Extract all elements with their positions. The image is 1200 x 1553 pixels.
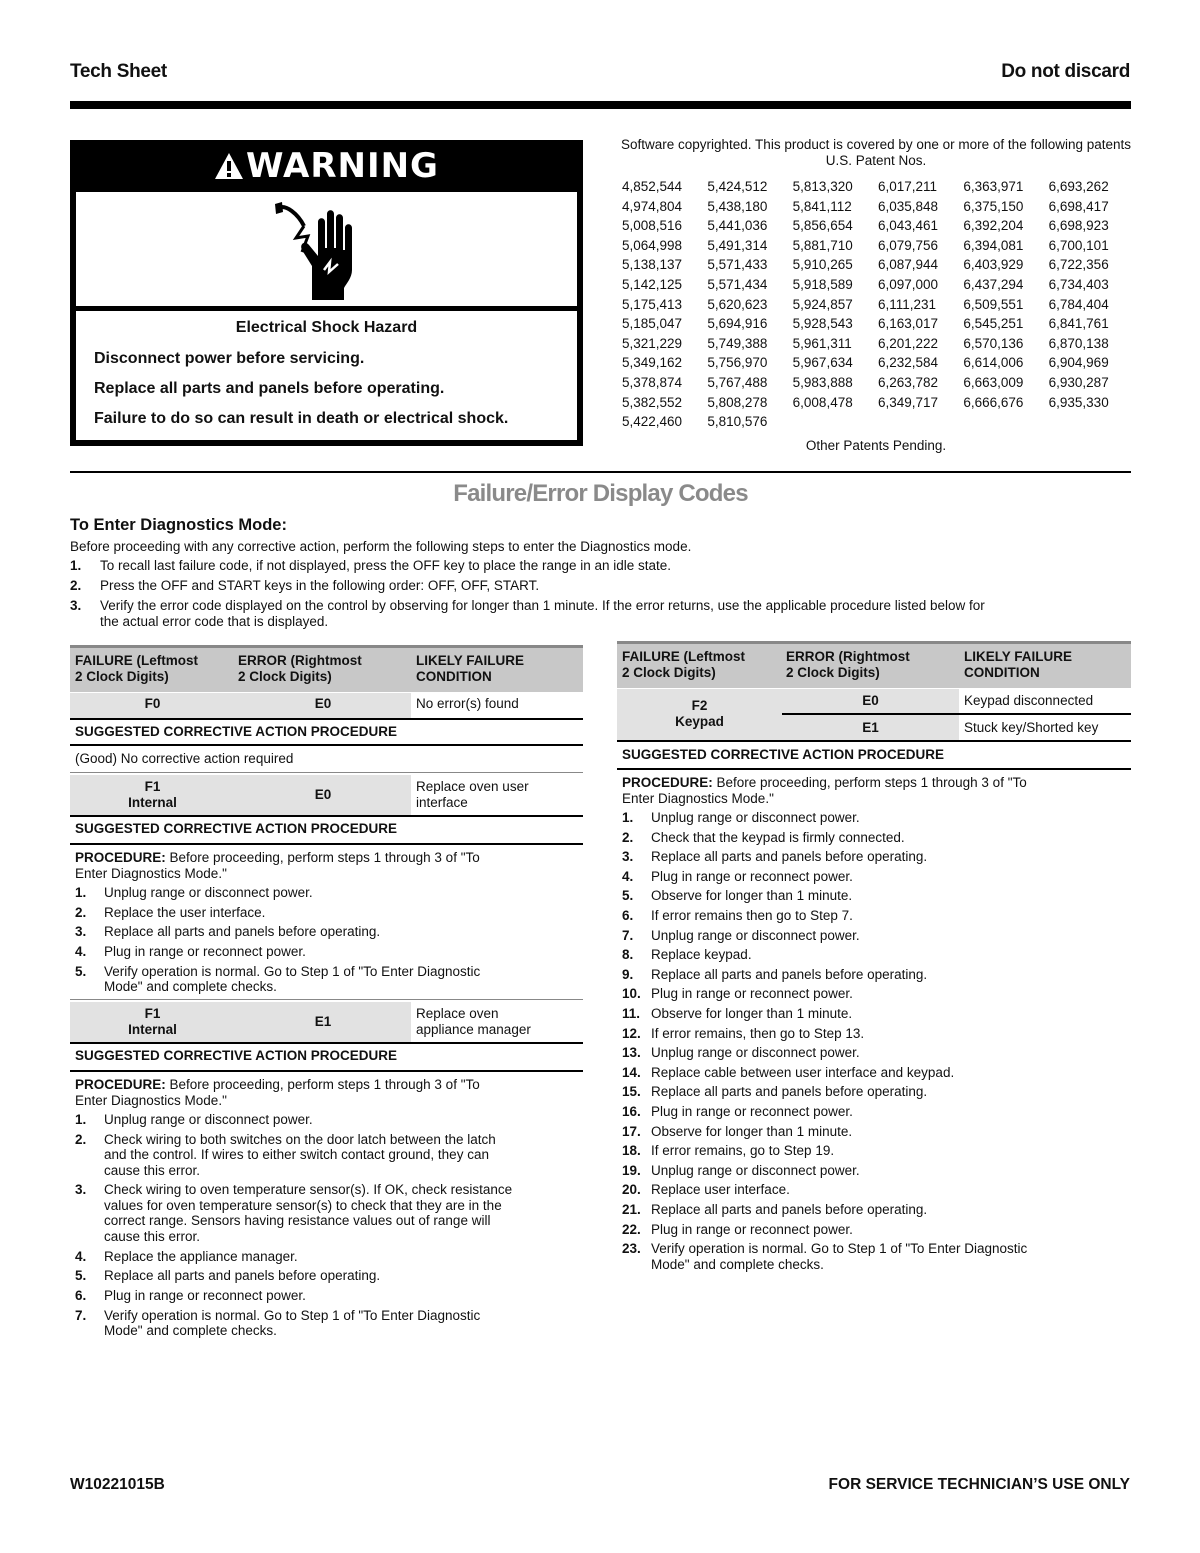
warning-line-1: Disconnect power before servicing.	[94, 350, 365, 367]
patent-number: 5,813,320	[792, 179, 853, 194]
step-text: Replace cable between user interface and keypad.	[651, 1064, 955, 1080]
f1e0-failure: F1 Internal	[128, 779, 177, 810]
patent-number: 5,142,125	[622, 276, 683, 292]
patent-number: 5,382,552	[622, 394, 683, 410]
diag-step-num: 2.	[70, 578, 82, 593]
patent-number: 5,064,998	[622, 237, 683, 253]
sca-label: SUGGESTED CORRECTIVE ACTION PROCEDURE	[622, 747, 945, 762]
patent-row	[622, 393, 1134, 413]
f2-e1-condition: Stuck key/Shorted key	[964, 720, 1099, 735]
step-number: 2.	[622, 829, 634, 845]
left-col3-header: LIKELY FAILURE CONDITION	[416, 653, 525, 684]
patent-number: 5,983,888	[792, 374, 853, 390]
warning-title: WARNING	[246, 146, 439, 186]
f1e1-procedure: PROCEDURE: Before proceeding, perform steps 1 through 3 of "To Enter Diagnostics Mode."	[75, 1077, 480, 1108]
patent-number: 6,663,009	[963, 374, 1024, 390]
row-rule	[70, 1042, 583, 1044]
doc-title: Tech Sheet	[70, 61, 167, 82]
service-only-label: FOR SERVICE TECHNICIAN’S USE ONLY	[828, 1476, 1130, 1493]
step-text: Replace all parts and panels before operating.	[104, 1268, 381, 1284]
f0-failure: F0	[144, 696, 161, 711]
step-text: values for oven temperature sensor(s) to check that they are in the	[104, 1197, 502, 1213]
patent-number: 4,974,804	[622, 198, 683, 214]
step-number: 3.	[75, 1182, 87, 1198]
diagnostics-intro: Before proceeding with any corrective action, perform the following steps to enter the Diagnostics mode.	[70, 539, 692, 554]
diag-step-num: 1.	[70, 558, 82, 573]
patent-number: 6,403,929	[963, 257, 1024, 273]
patent-number: 5,694,916	[707, 316, 768, 332]
row-rule	[70, 772, 583, 773]
patent-number: 5,928,543	[792, 316, 853, 332]
header-rule	[70, 101, 1131, 109]
patent-number: 5,138,137	[622, 257, 683, 273]
step-text: Replace user interface.	[651, 1182, 790, 1198]
patent-number: 5,175,413	[622, 296, 683, 312]
step-text: Verify operation is normal. Go to Step 1 of "To Enter Diagnostic	[104, 1307, 481, 1323]
warning-box	[70, 140, 583, 446]
step-number: 18.	[622, 1143, 641, 1159]
patent-number: 6,392,204	[963, 218, 1024, 234]
step-number: 5.	[75, 1268, 87, 1284]
step-number: 15.	[622, 1084, 641, 1100]
f1e1-failure: F1 Internal	[128, 1006, 177, 1037]
step-text: Plug in range or reconnect power.	[651, 868, 853, 884]
step-number: 1.	[75, 1112, 87, 1127]
patent-number: 6,930,287	[1048, 374, 1109, 390]
section-title: Failure/Error Display Codes	[453, 480, 748, 507]
row-rule	[782, 713, 1131, 715]
step-number: 3.	[622, 849, 634, 865]
step-number: 19.	[622, 1162, 641, 1178]
left-col1-header: FAILURE (Leftmost 2 Clock Digits)	[75, 653, 198, 684]
patent-number: 5,924,857	[792, 296, 853, 312]
patent-number: 6,111,231	[877, 296, 937, 312]
do-not-discard-label: Do not discard	[1001, 61, 1130, 82]
step-text: If error remains, then go to Step 13.	[651, 1025, 865, 1041]
diag-step-num: 3.	[70, 598, 82, 613]
patent-number: 5,841,112	[792, 198, 852, 214]
step-text: Unplug range or disconnect power.	[104, 1112, 313, 1127]
patent-number: 5,810,576	[707, 414, 768, 430]
step-number: 16.	[622, 1104, 641, 1119]
patent-number: 6,375,150	[963, 198, 1024, 214]
step-number: 6.	[622, 908, 634, 923]
patent-number: 4,852,544	[622, 179, 683, 194]
part-number: W10221015B	[70, 1476, 165, 1493]
patent-number: 6,722,356	[1048, 257, 1109, 273]
patent-number: 5,756,970	[707, 355, 768, 371]
step-text: Unplug range or disconnect power.	[651, 810, 860, 825]
row-rule	[70, 1070, 583, 1072]
step-text: Observe for longer than 1 minute.	[651, 1123, 853, 1139]
patent-number	[1049, 412, 1134, 432]
step-text: Observe for longer than 1 minute.	[651, 888, 853, 904]
diag-step: To recall last failure code, if not displayed, press the OFF key to place the range in an idle state.	[100, 558, 672, 573]
step-text: correct range. Sensors having resistance values out of range will	[104, 1213, 491, 1229]
patent-number: 6,394,081	[963, 237, 1024, 253]
patent-number: 5,422,460	[622, 414, 683, 430]
row-rule	[70, 744, 583, 746]
step-text: If error remains, go to Step 19.	[651, 1143, 835, 1159]
patent-number: 6,698,417	[1048, 198, 1109, 214]
patent-number: 6,693,262	[1048, 179, 1109, 194]
patent-number: 5,967,634	[792, 355, 853, 371]
patent-row	[622, 314, 1134, 334]
patent-number: 6,700,101	[1048, 237, 1109, 253]
step-text: Verify operation is normal. Go to Step 1 of "To Enter Diagnostic	[104, 963, 481, 979]
step-number: 17.	[622, 1123, 641, 1139]
patent-number: 5,349,162	[622, 355, 683, 371]
patent-number: 5,808,278	[707, 394, 768, 410]
patent-number: 5,424,512	[707, 179, 768, 194]
shock-icon-panel	[76, 192, 577, 306]
step-number: 5.	[622, 888, 634, 904]
step-text: Replace the user interface.	[104, 904, 266, 920]
patent-number: 6,008,478	[792, 394, 853, 410]
patent-number: 5,881,710	[792, 237, 853, 253]
patent-number: 6,545,251	[963, 316, 1024, 332]
patent-number: 6,201,222	[877, 335, 939, 351]
f1e0-error: E0	[314, 787, 332, 802]
f0-condition: No error(s) found	[416, 696, 519, 711]
patent-number: 6,509,551	[963, 296, 1024, 312]
step-text: cause this error.	[104, 1162, 201, 1178]
f2-procedure: PROCEDURE: Before proceeding, perform steps 1 through 3 of "To Enter Diagnostics Mode."	[622, 775, 1027, 806]
f0-error: E0	[314, 696, 332, 711]
step-text: Plug in range or reconnect power.	[651, 1221, 853, 1237]
patent-number: 5,185,047	[622, 316, 683, 332]
patent-number: 6,097,000	[877, 276, 939, 292]
step-text: Observe for longer than 1 minute.	[651, 1006, 853, 1021]
step-number: 7.	[75, 1307, 87, 1323]
patent-number: 5,571,433	[707, 257, 768, 273]
step-number: 23.	[622, 1241, 641, 1257]
row-rule	[70, 815, 583, 817]
f2-e0-condition: Keypad disconnected	[964, 693, 1094, 708]
step-number: 1.	[622, 810, 634, 825]
step-text: Mode" and complete checks.	[104, 979, 277, 995]
patent-number: 5,918,589	[792, 276, 853, 292]
step-text: Replace all parts and panels before operating.	[651, 1202, 928, 1217]
diagnostics-heading: To Enter Diagnostics Mode:	[70, 516, 287, 534]
patent-number: 5,441,036	[707, 218, 768, 234]
step-text: Check wiring to both switches on the door latch between the latch	[104, 1131, 496, 1147]
patent-row	[622, 412, 1134, 432]
patent-grid	[622, 177, 1134, 432]
patent-row	[622, 236, 1134, 256]
step-number: 21.	[622, 1202, 641, 1217]
step-number: 8.	[622, 947, 634, 963]
warning-triangle-icon	[214, 152, 244, 180]
step-number: 7.	[622, 927, 634, 943]
patent-number: 5,438,180	[707, 198, 768, 214]
diag-step: Press the OFF and START keys in the following order: OFF, OFF, START.	[100, 578, 540, 593]
f1e1-error: E1	[314, 1014, 332, 1029]
f1e0-condition: Replace oven user interface	[416, 779, 529, 810]
diag-step: Verify the error code displayed on the control by observing for longer than 1 minute. If the error returns, use the applicable procedure listed below for	[100, 598, 985, 613]
f2-failure: F2 Keypad	[675, 698, 724, 729]
patent-row	[622, 334, 1134, 354]
step-number: 6.	[75, 1288, 87, 1303]
step-number: 20.	[622, 1182, 641, 1198]
patent-number: 6,570,136	[963, 335, 1024, 351]
step-text: Unplug range or disconnect power.	[104, 885, 313, 900]
patent-number: 6,614,006	[963, 355, 1024, 371]
patent-number: 5,749,388	[707, 335, 768, 351]
row-rule	[617, 768, 1131, 770]
f1e0-procedure: PROCEDURE: Before proceeding, perform steps 1 through 3 of "To Enter Diagnostics Mode."	[75, 850, 480, 881]
patent-number: 6,698,923	[1048, 218, 1109, 234]
patent-footer: Other Patents Pending.	[805, 438, 947, 453]
step-number: 2.	[75, 904, 87, 920]
patent-row	[622, 255, 1134, 275]
patent-number: 6,017,211	[877, 179, 938, 194]
patent-number: 6,363,971	[963, 179, 1024, 194]
step-text: Unplug range or disconnect power.	[651, 1045, 860, 1061]
patent-number: 6,035,848	[877, 198, 939, 214]
step-number: 3.	[75, 924, 87, 940]
step-text: Unplug range or disconnect power.	[651, 927, 860, 943]
step-number: 13.	[622, 1045, 641, 1061]
sca-label: SUGGESTED CORRECTIVE ACTION PROCEDURE	[75, 724, 398, 739]
step-text: and the control. If wires to either switch contact ground, they can	[104, 1147, 489, 1163]
step-number: 1.	[75, 885, 87, 900]
step-text: Unplug range or disconnect power.	[651, 1162, 860, 1178]
step-text: Mode" and complete checks.	[104, 1323, 277, 1339]
step-text: Replace all parts and panels before operating.	[104, 924, 381, 940]
patent-row	[622, 197, 1134, 217]
left-col2-header: ERROR (Rightmost 2 Clock Digits)	[238, 653, 362, 684]
patent-number: 6,163,017	[877, 316, 939, 332]
patent-number: 6,437,294	[963, 276, 1024, 292]
row-rule	[617, 740, 1131, 742]
warning-line-2: Replace all parts and panels before operating.	[94, 380, 445, 397]
step-text: Replace all parts and panels before operating.	[651, 1084, 928, 1100]
patent-number: 5,008,516	[622, 218, 683, 234]
f0-action: (Good) No corrective action required	[75, 751, 294, 766]
step-number: 2.	[75, 1131, 87, 1147]
patent-number: 5,321,229	[622, 335, 683, 351]
diag-step-continuation: the actual error code that is displayed.	[100, 614, 329, 629]
step-text: Check that the keypad is firmly connected.	[651, 829, 905, 845]
patent-intro: Software copyrighted. This product is covered by one or more of the following patents U.S. Patent Nos.	[620, 137, 1132, 168]
patent-number: 6,043,461	[877, 218, 939, 234]
step-text: If error remains then go to Step 7.	[651, 908, 853, 923]
step-number: 9.	[622, 966, 634, 982]
patent-number: 6,870,138	[1048, 335, 1109, 351]
patent-number: 6,666,676	[963, 394, 1024, 410]
step-number: 4.	[75, 1248, 87, 1264]
f2-e1-error: E1	[862, 720, 879, 735]
patent-number: 5,767,488	[707, 374, 768, 390]
patent-number: 6,784,404	[1048, 296, 1109, 312]
step-text: Plug in range or reconnect power.	[651, 1104, 853, 1119]
patent-number: 6,349,717	[877, 394, 939, 410]
step-text: Check wiring to oven temperature sensor(s). If OK, check resistance	[104, 1182, 513, 1198]
row-rule	[70, 718, 583, 720]
patent-number: 6,904,969	[1048, 355, 1109, 371]
patent-row	[622, 295, 1134, 315]
patent-number: 5,910,265	[792, 257, 853, 273]
step-number: 5.	[75, 963, 87, 979]
step-text: Plug in range or reconnect power.	[651, 986, 853, 1002]
warning-line-3: Failure to do so can result in death or electrical shock.	[94, 410, 509, 427]
patent-number	[793, 412, 878, 432]
patent-number: 5,961,311	[792, 335, 852, 351]
step-number: 4.	[75, 944, 87, 960]
right-col1-header: FAILURE (Leftmost 2 Clock Digits)	[622, 649, 745, 680]
warning-text-panel	[76, 311, 577, 440]
patent-row	[622, 177, 1134, 197]
step-text: Mode" and complete checks.	[651, 1256, 824, 1272]
step-number: 22.	[622, 1221, 641, 1237]
sca-label: SUGGESTED CORRECTIVE ACTION PROCEDURE	[75, 821, 398, 836]
f2-e0-error: E0	[862, 693, 879, 708]
step-number: 11.	[622, 1006, 641, 1021]
patent-number: 5,378,874	[622, 374, 683, 390]
step-text: Verify operation is normal. Go to Step 1 of "To Enter Diagnostic	[651, 1241, 1028, 1257]
patent-number	[963, 412, 1048, 432]
patent-number: 6,841,761	[1048, 316, 1109, 332]
step-text: Replace the appliance manager.	[104, 1248, 298, 1264]
patent-number: 6,734,403	[1048, 276, 1109, 292]
patent-number: 6,087,944	[877, 257, 939, 273]
hazard-title: Electrical Shock Hazard	[235, 319, 418, 336]
right-col2-header: ERROR (Rightmost 2 Clock Digits)	[786, 649, 910, 680]
patent-number	[878, 412, 963, 432]
patent-number: 6,079,756	[877, 237, 939, 253]
right-col3-header: LIKELY FAILURE CONDITION	[964, 649, 1073, 680]
step-number: 10.	[622, 986, 641, 1002]
step-text: Plug in range or reconnect power.	[104, 1288, 306, 1303]
step-number: 12.	[622, 1025, 641, 1041]
patent-number: 6,232,584	[877, 355, 939, 371]
patent-number: 5,620,623	[707, 296, 768, 312]
step-number: 4.	[622, 868, 634, 884]
patent-row	[622, 373, 1134, 393]
step-text: Replace all parts and panels before operating.	[651, 849, 928, 865]
row-rule	[70, 843, 583, 845]
row-rule	[70, 999, 583, 1000]
patent-row	[622, 275, 1134, 295]
sca-label: SUGGESTED CORRECTIVE ACTION PROCEDURE	[75, 1048, 398, 1063]
step-text: cause this error.	[104, 1228, 201, 1244]
f1e1-condition: Replace oven appliance manager	[416, 1006, 531, 1037]
patent-number: 6,935,330	[1048, 394, 1109, 410]
step-text: Plug in range or reconnect power.	[104, 944, 306, 960]
patent-number: 5,491,314	[707, 237, 768, 253]
step-text: Replace all parts and panels before operating.	[651, 966, 928, 982]
patent-number: 5,571,434	[707, 276, 768, 292]
patent-row	[622, 353, 1134, 373]
step-text: Replace keypad.	[651, 947, 752, 963]
section-rule	[70, 471, 1131, 473]
electric-shock-hand-icon	[272, 200, 362, 300]
step-number: 14.	[622, 1064, 641, 1080]
patent-number: 6,263,782	[877, 374, 939, 390]
patent-row	[622, 216, 1134, 236]
warning-header	[73, 143, 580, 190]
patent-number: 5,856,654	[792, 218, 853, 234]
